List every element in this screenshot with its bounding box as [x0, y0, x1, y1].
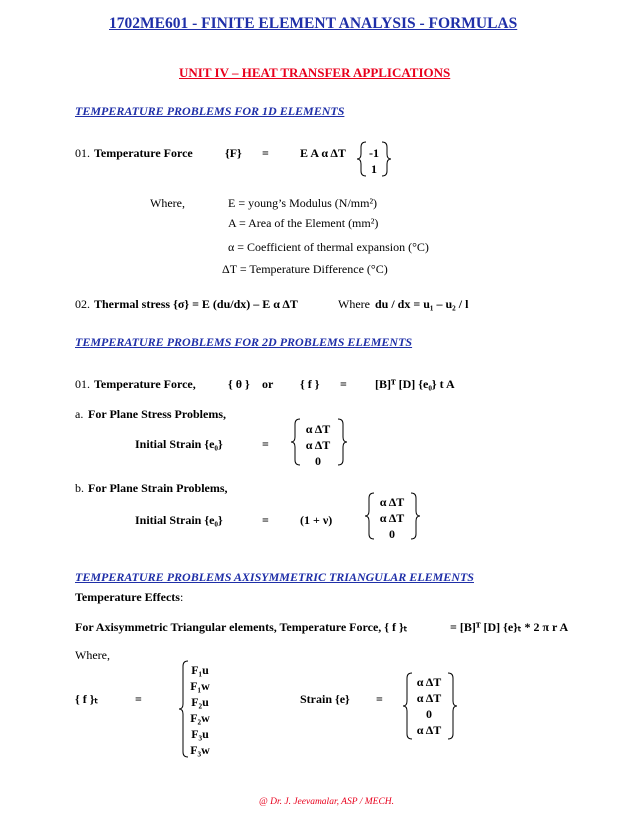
vector-entry: F₃w: [190, 743, 210, 757]
plane-stress-strain-label: Initial Strain {e₀}: [135, 437, 223, 451]
vector-entry: 0: [389, 527, 395, 541]
formula-1d-equals: =: [262, 146, 269, 160]
vector-entry: 0: [426, 707, 432, 721]
formula-2d-rhs: [B]ᵀ [D] {e₀} t A: [375, 377, 455, 391]
vector-entry: α ΔT: [416, 675, 442, 689]
vector-entry: F₁w: [190, 679, 210, 693]
formula-2d-or: or: [262, 377, 274, 391]
axisymmetric-force-rhs: = [B]ᵀ [D] {e}ₜ * 2 π r A: [450, 620, 569, 634]
vector-right-brace: [380, 141, 392, 177]
section-1d-heading: TEMPERATURE PROBLEMS FOR 1D ELEMENTS: [75, 104, 345, 118]
formula-stress-number: 02.: [75, 297, 90, 311]
plane-stress-prefix: a.: [75, 407, 84, 421]
definition-area: A = Area of the Element (mm²): [228, 216, 379, 230]
axisymmetric-force-text: For Axisymmetric Triangular elements, Temperature Force, { f }ₜ: [75, 620, 408, 634]
definition-alpha: α = Coefficient of thermal expansion (°C): [228, 240, 429, 254]
vector-plane-stress: [298, 421, 338, 469]
vector-entry: α ΔT: [379, 495, 405, 509]
vector-entry: α ΔT: [379, 511, 405, 525]
temperature-effects-label: Temperature Effects: [75, 590, 180, 604]
vector-right-brace: [409, 492, 421, 540]
formula-1d-rhs: E A α ΔT: [300, 146, 346, 160]
formula-2d-equals: =: [340, 377, 347, 391]
section-2d-heading: TEMPERATURE PROBLEMS FOR 2D PROBLEMS ELEMENTS: [75, 335, 413, 349]
section-axisymmetric-heading: TEMPERATURE PROBLEMS AXISYMMETRIC TRIANGULAR ELEMENTS: [75, 570, 474, 584]
axisymmetric-strain-label: Strain {e}: [300, 692, 350, 706]
formula-thermal-stress: Thermal stress {σ} = E (du/dx) – E α ΔT: [94, 297, 298, 311]
definition-youngs-modulus: E = young’s Modulus (N/mm²): [228, 196, 378, 210]
formula-2d-number: 01.: [75, 377, 90, 391]
vector-right-brace: [336, 418, 348, 466]
vector-entry: F₂u: [191, 695, 209, 709]
formula-stress-du-dx: du / dx = u₁ – u₂ / l: [375, 297, 469, 311]
definition-delta-t: ΔT = Temperature Difference (°C): [222, 262, 388, 276]
plane-strain-strain-label: Initial Strain {e₀}: [135, 513, 223, 527]
unit-title: UNIT IV – HEAT TRANSFER APPLICATIONS: [179, 65, 451, 80]
axisymmetric-where-label: Where,: [75, 648, 110, 662]
formula-1d-label: Temperature Force: [94, 146, 193, 160]
axisymmetric-ft-equals: =: [135, 692, 142, 706]
vector-entry: F₃u: [191, 727, 209, 741]
vector-entry: F₁u: [191, 663, 209, 677]
formula-2d-theta: { θ }: [228, 377, 250, 391]
vector-axisymmetric-strain: [409, 674, 449, 738]
formula-stress-where: Where: [338, 297, 370, 311]
formula-2d-f: { f }: [300, 377, 320, 391]
vector-entry: α ΔT: [305, 422, 331, 436]
vector-force-components: [186, 662, 214, 758]
vector-entry: α ΔT: [416, 691, 442, 705]
vector-entry: -1: [369, 146, 379, 160]
plane-strain-equals: =: [262, 513, 269, 527]
plane-strain-label: For Plane Strain Problems,: [88, 481, 228, 495]
vector-entry: α ΔT: [416, 723, 442, 737]
plane-strain-prefix: b.: [75, 481, 84, 495]
vector-right-brace: [446, 672, 458, 740]
axisymmetric-strain-equals: =: [376, 692, 383, 706]
vector-entry: 0: [315, 454, 321, 468]
document-title: 1702ME601 - FINITE ELEMENT ANALYSIS - FORMULAS: [109, 15, 518, 32]
vector-entry: α ΔT: [305, 438, 331, 452]
vector-entry: 1: [371, 162, 377, 176]
footer-author: @ Dr. J. Jeevamalar, ASP / MECH.: [259, 797, 395, 807]
formula-1d-lhs: {F}: [225, 146, 242, 160]
axisymmetric-ft-label: { f }ₜ: [75, 692, 98, 706]
plane-strain-factor: (1 + ν): [300, 513, 333, 527]
where-label: Where,: [150, 196, 185, 210]
plane-stress-label: For Plane Stress Problems,: [88, 407, 226, 421]
formula-1d-number: 01.: [75, 146, 90, 160]
vector-plane-strain: [372, 494, 412, 542]
temperature-effects-colon: :: [179, 590, 184, 604]
formula-2d-label: Temperature Force,: [94, 377, 196, 391]
plane-stress-equals: =: [262, 437, 269, 451]
vector-entry: F₂w: [190, 711, 210, 725]
